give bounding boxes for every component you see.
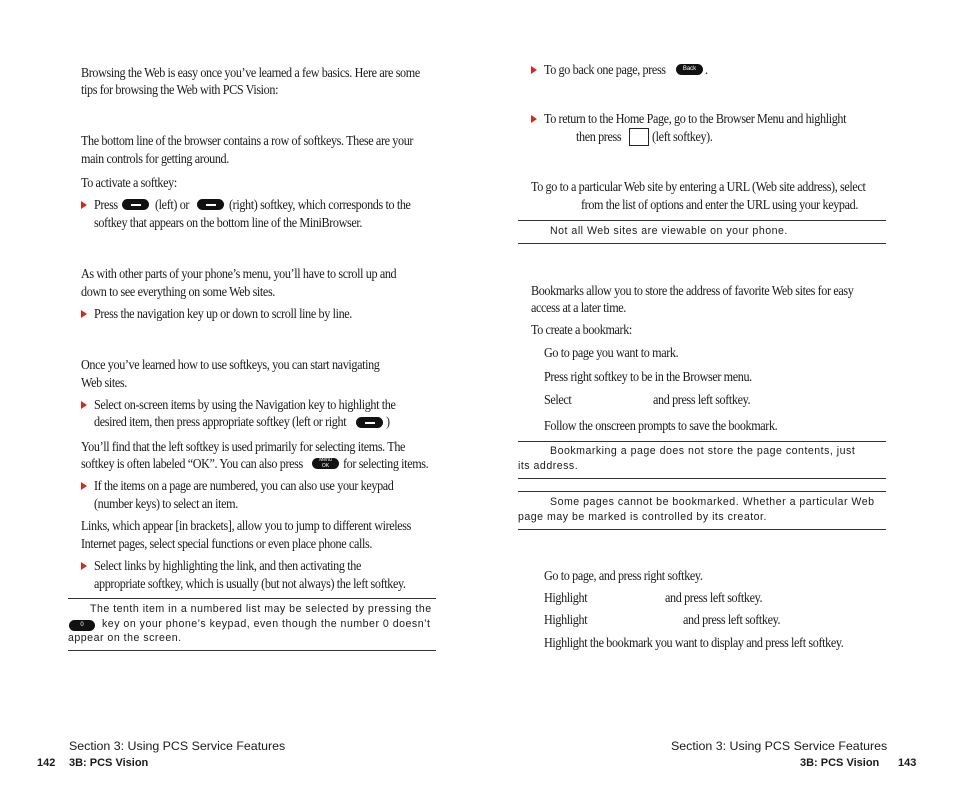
note-line-3: appear on the screen. [68,632,182,644]
bullet-3-line-2: desired item, then press appropriate softkey (left or right [94,414,347,429]
access-step-1: Go to page, and press right softkey. [544,568,703,583]
bullet-icon [81,401,87,409]
bullet-icon [81,562,87,570]
bullet-3-close-paren: ) [386,414,390,429]
press-text: Press [94,197,118,212]
intro-line-2: tips for browsing the Web with PCS Vision: [81,82,279,97]
note-viewable: Not all Web sites are viewable on your phone. [550,225,788,237]
note-divider [518,243,886,244]
footer-section: Section 3: Using PCS Service Features [671,739,888,753]
note-bookmark-line-1: Bookmarking a page does not store the page contents, just [550,445,856,457]
right-softkey-icon [356,417,383,428]
navigating-para-line-1: Once you’ve learned how to use softkeys, you can start navigating [81,357,380,372]
bullet-4-line-1: If the items on a page are numbered, you can also use your keypad [94,478,394,493]
scroll-para-line-1: As with other parts of your phone’s menu, you’ll have to scroll up and [81,266,397,281]
note-divider [518,478,886,479]
bullet-1-line-2: softkey that appears on the bottom line of the MiniBrowser. [94,215,363,230]
note-cannot-line-1: Some pages cannot be bookmarked. Whether a particular Web [550,496,875,508]
zero-key-icon: 0 [69,620,95,631]
note-cannot-line-2: page may be marked is controlled by its creator. [518,511,767,523]
bullet-4-line-2: (number keys) to select an item. [94,496,238,511]
bookmarks-para-line-1: Bookmarks allow you to store the address of favorite Web sites for easy [531,283,854,298]
bullet-5-line-2: appropriate softkey, which is usually (but not always) the left softkey. [94,576,406,591]
bullet-5-line-1: Select links by highlighting the link, and then activating the [94,558,361,573]
left-softkey-para-line-2b: for selecting items. [343,456,429,471]
url-para-line-1: To go to a particular Web site by entering a URL (Web site address), select [531,179,866,194]
create-step-4: Follow the onscreen prompts to save the bookmark. [544,418,778,433]
footer-chapter: 3B: PCS Vision [800,757,880,769]
right-softkey-text: (right) softkey, which corresponds to the [229,197,411,212]
bullet-3-line-1: Select on-screen items by using the Navigation key to highlight the [94,397,396,412]
home-page-left-softkey: (left softkey). [652,129,713,144]
create-step-1: Go to page you want to mark. [544,345,679,360]
create-step-3a: Select [544,392,572,407]
page-number: 142 [37,757,56,769]
menu-ok-key-icon: Menu OK [312,458,339,469]
create-step-3b: and press left softkey. [653,392,751,407]
footer-section: Section 3: Using PCS Service Features [69,739,286,753]
note-divider [518,441,886,442]
links-para-line-2: Internet pages, select special functions or even place phone calls. [81,536,373,551]
bullet-icon [81,482,87,490]
softkeys-para-line-1: The bottom line of the browser contains a row of softkeys. These are your [81,133,414,148]
create-bookmark-label: To create a bookmark: [531,322,632,337]
create-step-2: Press right softkey to be in the Browser menu. [544,369,752,384]
access-step-2a: Highlight [544,590,588,605]
bullet-2: Press the navigation key up or down to scroll line by line. [94,306,352,321]
softkeys-para-line-2: main controls for getting around. [81,151,229,166]
go-back-period: . [705,62,708,77]
bullet-icon [81,310,87,318]
home-page-then-press: then press [576,129,622,144]
access-step-2b: and press left softkey. [665,590,763,605]
scroll-para-line-2: down to see everything on some Web sites. [81,284,275,299]
left-softkey-para-line-1: You’ll find that the left softkey is used primarily for selecting items. The [81,439,406,454]
links-para-line-1: Links, which appear [in brackets], allow you to jump to different wireless [81,518,412,533]
access-step-4: Highlight the bookmark you want to display and press left softkey. [544,635,844,650]
note-divider [68,598,436,599]
note-bookmark-line-2: its address. [518,460,579,472]
note-line-2: key on your phone’s keypad, even though the number 0 doesn’t [102,618,431,630]
left-or-text: (left) or [155,197,190,212]
note-divider [68,650,436,651]
note-divider [518,529,886,530]
left-softkey-para-line-2a: softkey is often labeled “OK”. You can also press [81,456,303,471]
intro-line-1: Browsing the Web is easy once you’ve learned a few basics. Here are some [81,65,420,80]
right-softkey-icon [197,199,224,210]
note-divider [518,491,886,492]
left-softkey-icon [122,199,149,210]
navigating-para-line-2: Web sites. [81,375,127,390]
page-number: 143 [898,757,917,769]
home-page-line-1: To return to the Home Page, go to the Browser Menu and highlight [544,111,847,126]
bookmarks-para-line-2: access at a later time. [531,300,626,315]
bullet-icon [531,66,537,74]
note-line-1: The tenth item in a numbered list may be selected by pressing the [90,603,432,615]
note-divider [518,220,886,221]
footer-chapter: 3B: PCS Vision [69,757,149,769]
back-key-icon: Back [676,64,703,75]
left-softkey-box-icon [629,128,649,146]
access-step-3b: and press left softkey. [683,612,781,627]
bullet-icon [531,115,537,123]
url-para-line-2: from the list of options and enter the URL using your keypad. [581,197,858,212]
bullet-icon [81,201,87,209]
access-step-3a: Highlight [544,612,588,627]
activate-softkey-label: To activate a softkey: [81,175,177,190]
go-back-text: To go back one page, press [544,62,666,77]
